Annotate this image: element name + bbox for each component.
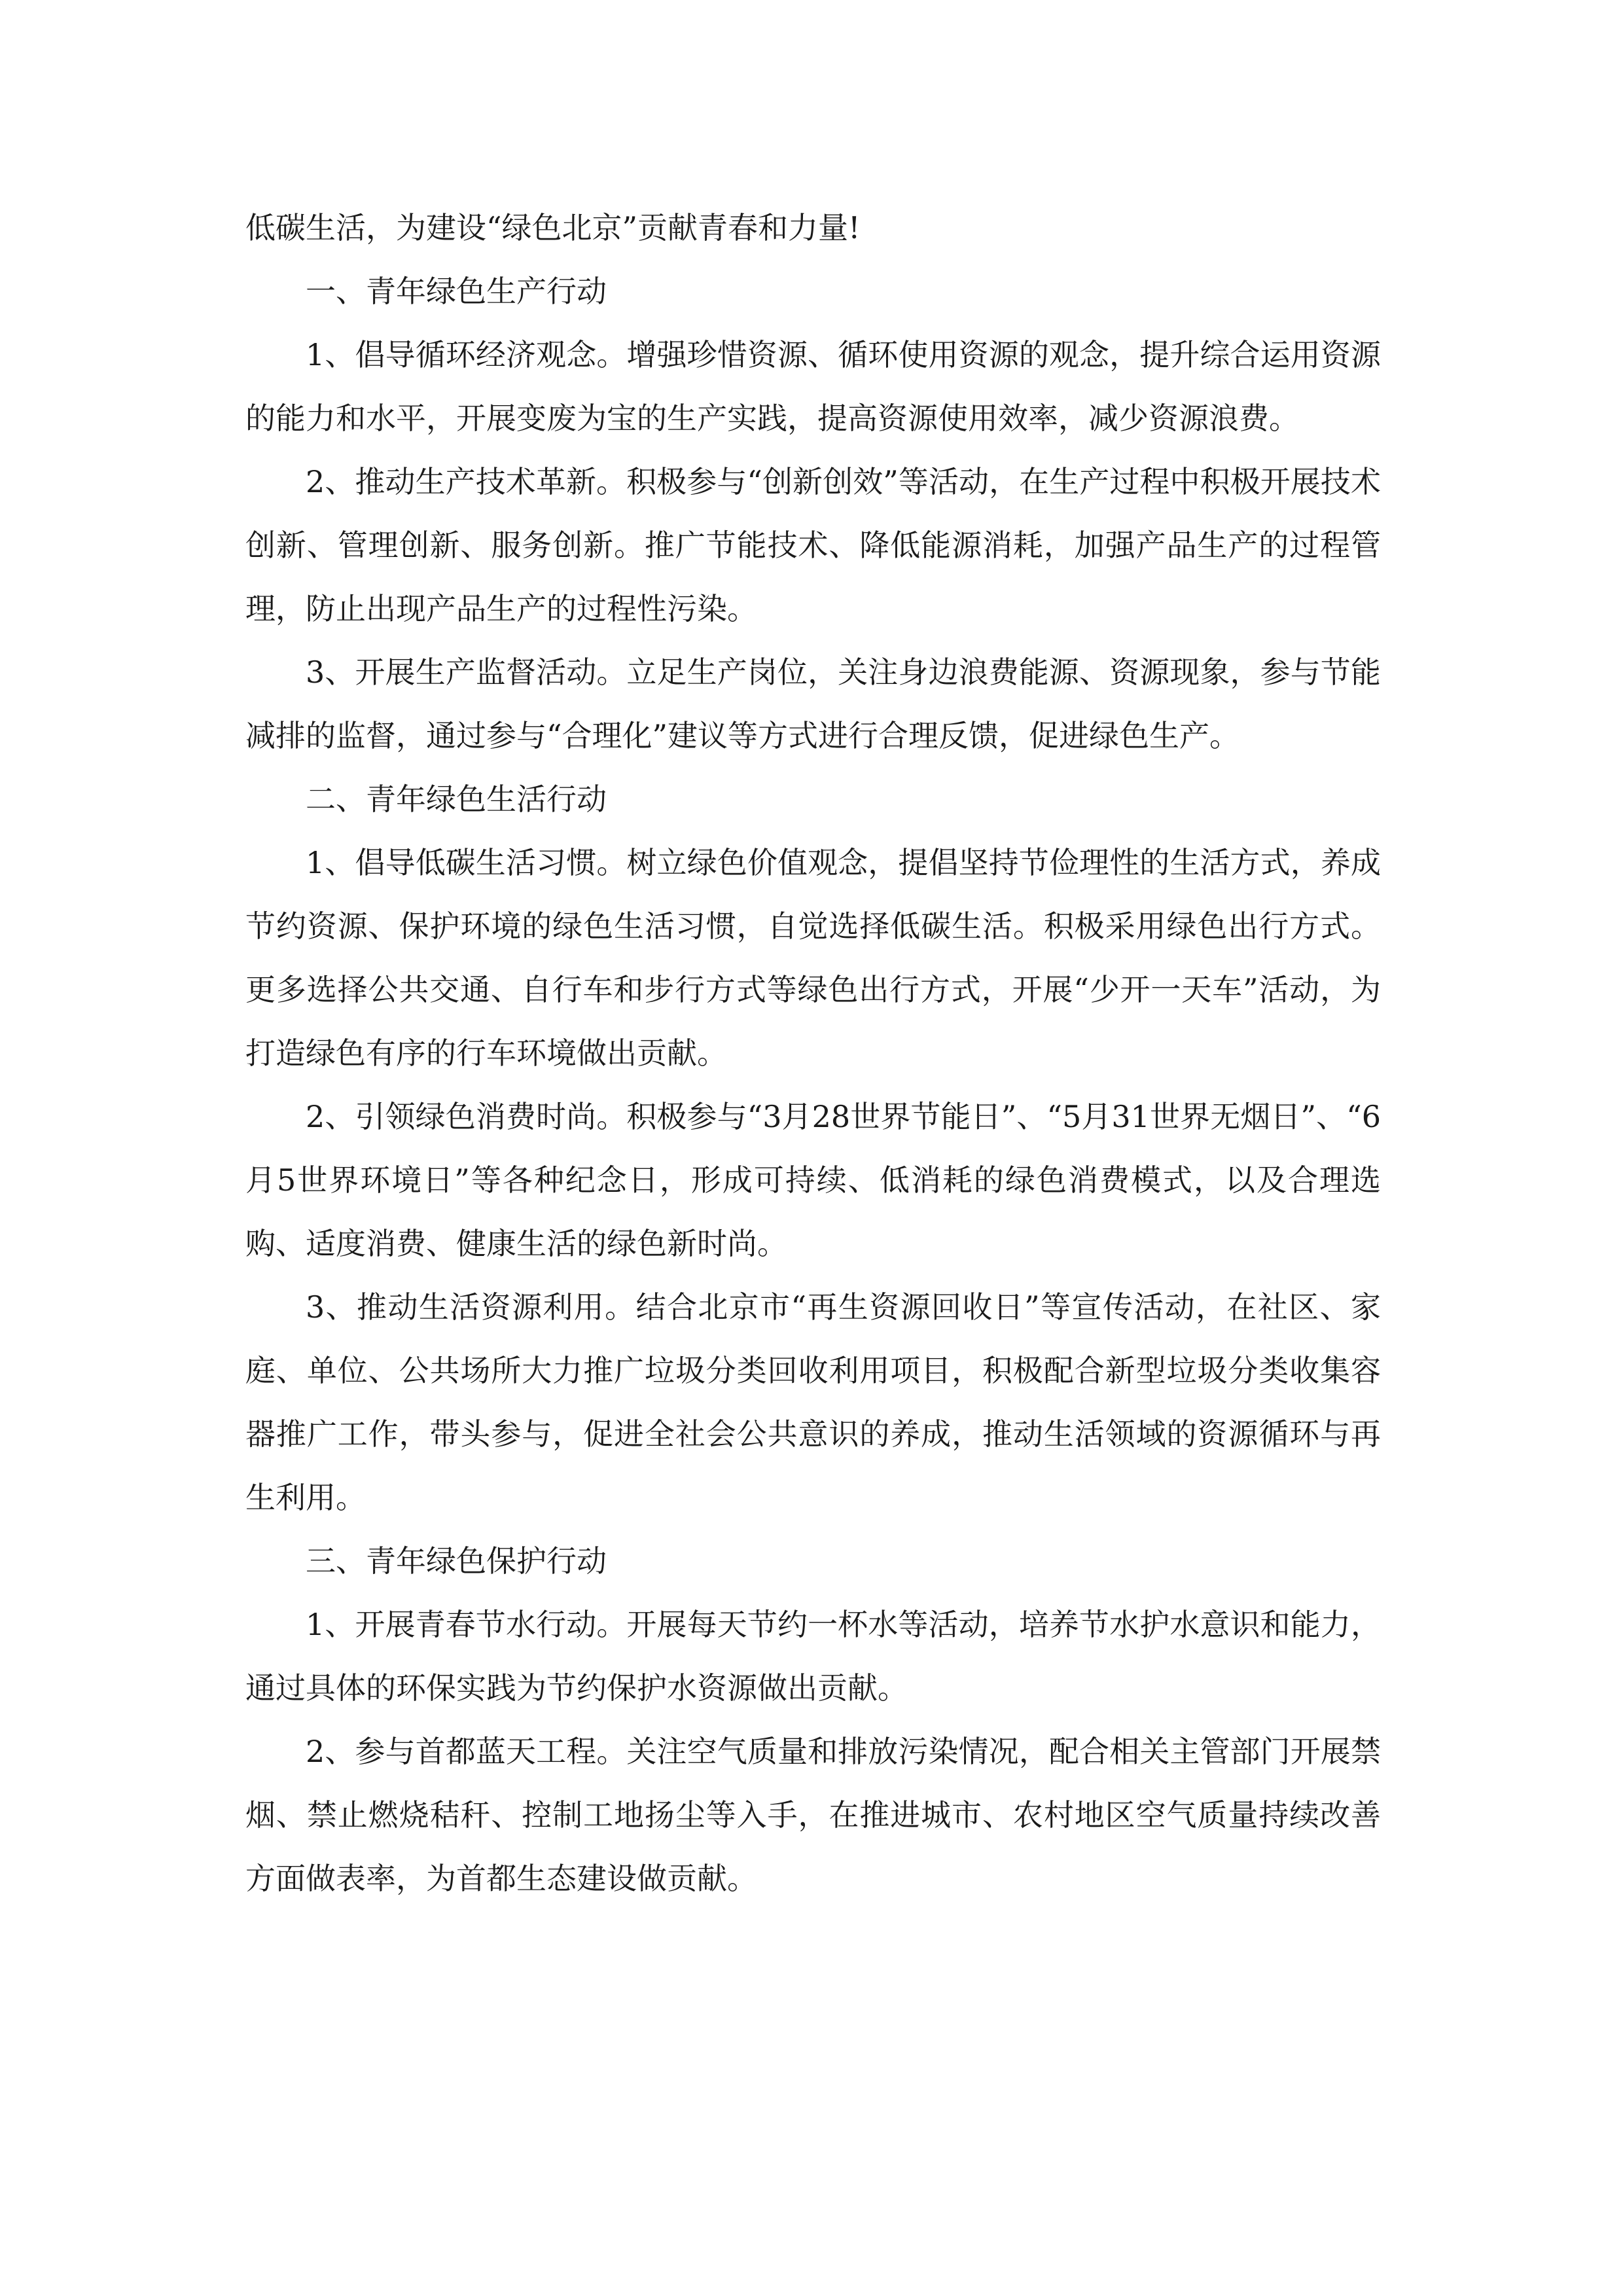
section-heading-2: 二、青年绿色生活行动 [306, 781, 607, 817]
section-heading-3: 三、青年绿色保护行动 [306, 1543, 607, 1579]
section-2-item-3: 3、推动生活资源利用。结合北京市“再生资源回收日”等宣传活动，在社区、家庭、单位、公共场所大力推广垃圾分类回收利用项目，积极配合新型垃圾分类收集容器推广工作，带头参与，促进全社会公共意识的养成，推动生活领域的资源循环与再生利用。 [245, 1289, 1381, 1515]
document-page [245, 196, 1381, 1910]
section-heading-1: 一、青年绿色生产行动 [306, 274, 607, 309]
section-3-item-1: 1、开展青春节水行动。开展每天节约一杯水等活动，培养节水护水意识和能力，通过具体的环保实践为节约保护水资源做出贡献。 [245, 1607, 1381, 1706]
section-1-item-2: 2、推动生产技术革新。积极参与“创新创效”等活动，在生产过程中积极开展技术创新、管理创新、服务创新。推广节能技术、降低能源消耗，加强产品生产的过程管理，防止出现产品生产的过程性污染。 [245, 464, 1381, 626]
lead-paragraph: 低碳生活，为建设“绿色北京”贡献青春和力量! [245, 210, 861, 245]
section-3-item-2: 2、参与首都蓝天工程。关注空气质量和排放污染情况，配合相关主管部门开展禁烟、禁止燃烧秸秆、控制工地扬尘等入手，在推进城市、农村地区空气质量持续改善方面做表率，为首都生态建设做贡献。 [245, 1734, 1381, 1896]
section-2-item-1: 1、倡导低碳生活习惯。树立绿色价值观念，提倡坚持节俭理性的生活方式，养成节约资源、保护环境的绿色生活习惯，自觉选择低碳生活。积极采用绿色出行方式。更多选择公共交通、自行车和步行方式等绿色出行方式，开展“少开一天车”活动，为打造绿色有序的行车环境做出贡献。 [245, 845, 1381, 1071]
section-1-item-1: 1、倡导循环经济观念。增强珍惜资源、循环使用资源的观念，提升综合运用资源的能力和水平，开展变废为宝的生产实践，提高资源使用效率，减少资源浪费。 [245, 337, 1381, 436]
section-2-item-2: 2、引领绿色消费时尚。积极参与“3月28世界节能日”、“5月31世界无烟日”、“6月5世界环境日”等各种纪念日，形成可持续、低消耗的绿色消费模式，以及合理选购、适度消费、健康生活的绿色新时尚。 [245, 1099, 1381, 1261]
section-1-item-3: 3、开展生产监督活动。立足生产岗位，关注身边浪费能源、资源现象，参与节能减排的监督，通过参与“合理化”建议等方式进行合理反馈，促进绿色生产。 [245, 655, 1381, 753]
